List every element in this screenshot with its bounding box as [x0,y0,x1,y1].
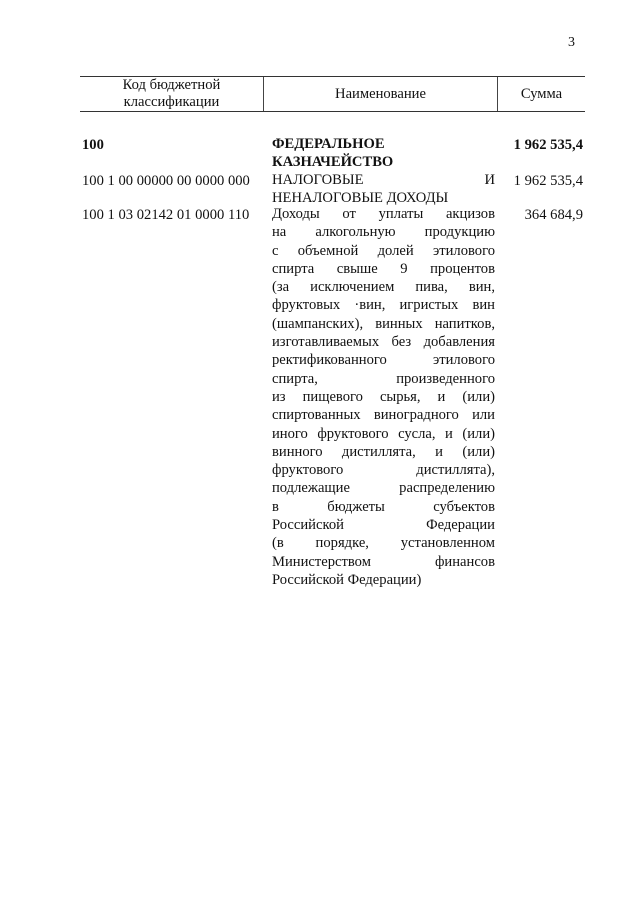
row-name-line: НЕНАЛОГОВЫЕ ДОХОДЫ [272,190,449,207]
row-name-line: фруктовых ·вин, игристых вин [272,297,495,314]
page-number: 3 [568,35,575,50]
row-name-line: спиртованных виноградного или [272,407,495,424]
row-name-line: винного дистиллята, и (или) [272,443,495,460]
row-name [272,205,495,589]
row-name-line: Доходы от уплаты акцизов [272,206,495,222]
row-code: 100 [82,137,104,153]
row-name-line: спирта свыше 9 процентов [272,260,495,277]
table-header-bottom-rule [80,111,585,112]
row-name-line: (шампанских), винных напитков, [272,315,495,332]
row-name-line: в бюджеты субъектов [272,498,495,515]
row-name-line: Министерством финансов [272,553,495,570]
header-code-line: классификации [123,94,220,110]
row-name-line: иного фруктового сусла, и (или) [272,425,495,442]
row-name-line: изготавливаемых без добавления [272,334,495,351]
header-sum: Сумма [520,85,563,102]
row-code: 100 1 00 00000 00 0000 000 [82,173,250,189]
row-name-line: фруктового дистиллята), [272,462,495,479]
row-name [272,171,495,208]
row-sum: 1 962 535,4 [513,137,583,153]
row-name-line: подлежащие распределению [272,480,495,497]
row-name-line: (за исключением пива, вин, [272,279,495,296]
row-name-line: ФЕДЕРАЛЬНОЕ [272,136,385,152]
header-name: Наименование [335,85,426,102]
row-name [272,135,495,172]
header-code [80,77,263,111]
row-name-line: с объемной долей этилового [272,242,495,259]
row-code: 100 1 03 02142 01 0000 110 [82,207,250,223]
row-sum: 364 684,9 [524,207,583,223]
header-code-line: Код бюджетной [122,77,221,93]
row-name-line: КАЗНАЧЕЙСТВО [272,154,394,171]
row-name-line: спирта, произведенного [272,370,495,387]
row-name-line: (в порядке, установленном [272,535,495,552]
row-name-line: Российской Федерации [272,517,495,534]
row-name-line: Российской Федерации) [272,571,422,588]
row-name-line: ректификованного этилового [272,352,495,369]
row-name-line: из пищевого сырья, и (или) [272,388,495,405]
row-name-line: НАЛОГОВЫЕ И [272,172,495,188]
row-sum: 1 962 535,4 [513,173,583,189]
row-name-line: на алкогольную продукцию [272,224,495,241]
